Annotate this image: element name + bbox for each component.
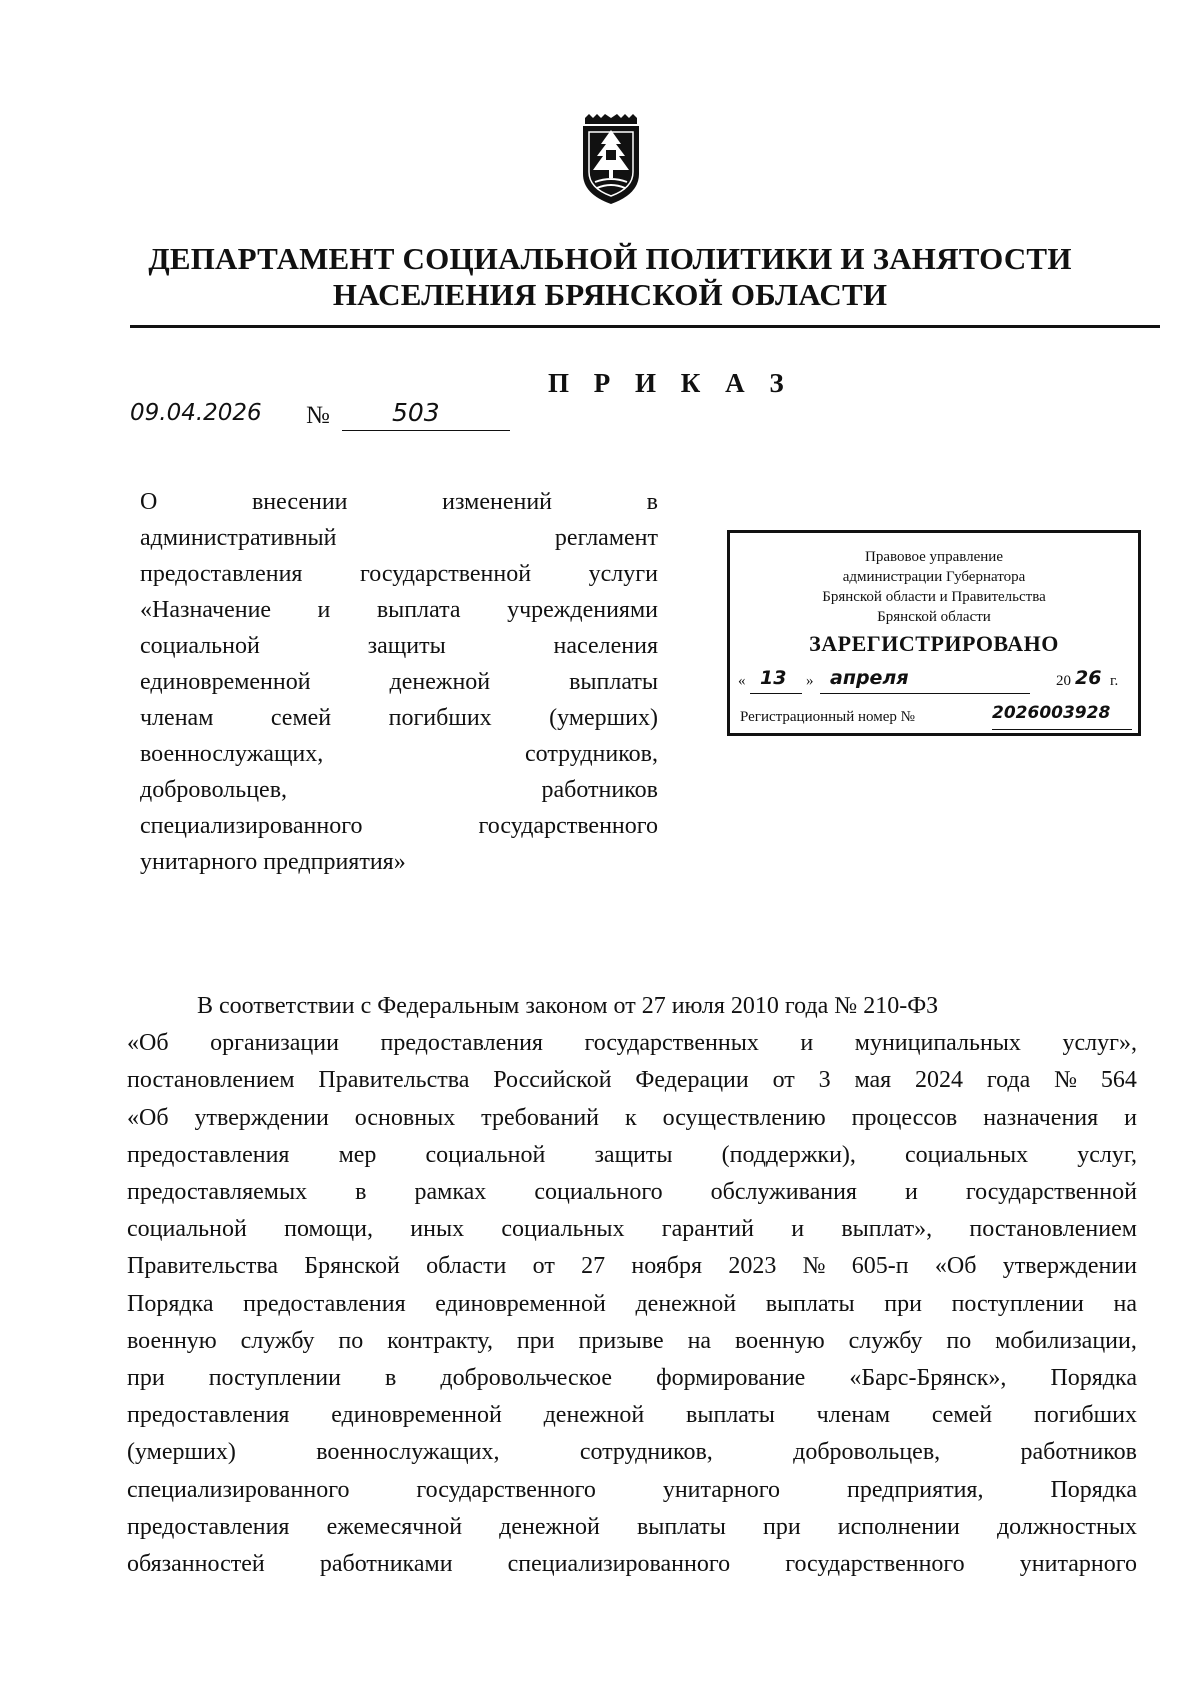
word: внесении	[251, 489, 348, 515]
text-line	[140, 592, 658, 628]
text-line	[127, 1174, 1137, 1211]
word: Правительства	[318, 1067, 470, 1094]
stamp-registered-label: ЗАРЕГИСТРИРОВАНО	[809, 631, 1059, 656]
stamp-quote-open: «	[738, 673, 746, 689]
word: государственного	[785, 1551, 965, 1578]
stamp-quote-close: »	[806, 673, 814, 689]
word: государственного	[416, 1476, 596, 1503]
word: сотрудников,	[579, 1439, 713, 1466]
text-line	[140, 664, 658, 700]
word: от	[532, 1253, 555, 1280]
word: выплаты	[765, 1290, 855, 1317]
word: специализированного	[127, 1476, 350, 1503]
word: выплаты	[636, 1513, 726, 1540]
text-line	[140, 556, 658, 592]
document-number: 503	[392, 398, 440, 427]
stamp-year-mark: г.	[1110, 673, 1119, 689]
word: помощи,	[284, 1216, 373, 1243]
text-line	[140, 808, 658, 844]
word: и	[791, 1216, 805, 1243]
text-line	[127, 1397, 1137, 1434]
word: военную	[127, 1327, 217, 1354]
word: социальных	[905, 1141, 1029, 1168]
word: назначения	[983, 1104, 1099, 1131]
word: денежной	[543, 1402, 645, 1429]
word: муниципальных	[854, 1030, 1021, 1057]
text-line	[127, 1546, 1137, 1583]
word: «Об	[127, 1030, 169, 1057]
text-line	[127, 1286, 1137, 1323]
text-line	[140, 484, 658, 520]
text-line	[140, 772, 658, 808]
stamp-month-line	[820, 693, 1030, 694]
word: социальной	[425, 1141, 546, 1168]
word: формирование	[656, 1365, 806, 1392]
number-sign: №	[306, 402, 330, 429]
word: О	[140, 489, 158, 515]
word: Российской	[493, 1067, 612, 1094]
word: и	[800, 1030, 814, 1057]
stamp-authority-line: Брянской области	[877, 609, 991, 625]
coat-of-arms-icon	[575, 112, 647, 208]
word: населения	[553, 633, 658, 659]
word: специализированного	[140, 813, 363, 839]
word: сотрудников,	[525, 741, 658, 767]
word: услуги	[588, 561, 658, 587]
word: при	[762, 1513, 801, 1540]
word: государственного	[478, 813, 658, 839]
word: предоставления	[243, 1290, 406, 1317]
word: членам	[816, 1402, 891, 1429]
word: услуг»,	[1062, 1030, 1137, 1057]
word: Брянской	[304, 1253, 400, 1280]
stamp-month: апреля	[830, 667, 909, 689]
word: погибших	[388, 705, 492, 731]
word: 3	[818, 1067, 831, 1094]
word: при	[127, 1365, 165, 1392]
word: и	[905, 1179, 918, 1206]
word: утверждении	[1002, 1253, 1137, 1280]
organization-name: ДЕПАРТАМЕНТ СОЦИАЛЬНОЙ ПОЛИТИКИ И ЗАНЯТОСТИ	[148, 241, 1072, 276]
word: 2023	[728, 1253, 777, 1280]
word: добровольцев,	[793, 1439, 941, 1466]
word: Порядка	[1050, 1476, 1137, 1503]
word: добровольцев,	[140, 777, 288, 803]
stamp-year: 26	[1075, 667, 1102, 689]
text-line	[127, 1434, 1137, 1471]
word: поступлении	[208, 1365, 341, 1392]
word: выплат»,	[841, 1216, 933, 1243]
text-line	[127, 1100, 1137, 1137]
word: работников	[1020, 1439, 1137, 1466]
word: работников	[541, 777, 658, 803]
word: социальной	[140, 633, 260, 659]
word: защиты	[594, 1141, 673, 1168]
word: членам	[140, 705, 214, 731]
word: обслуживания	[710, 1179, 857, 1206]
word: (поддержки),	[721, 1141, 856, 1168]
word: Порядка	[1050, 1365, 1137, 1392]
stamp-reg-number: 2026003928	[992, 703, 1111, 723]
word: по	[946, 1327, 972, 1354]
word: социальных	[501, 1216, 625, 1243]
word: рамках	[414, 1179, 487, 1206]
word: призыве	[578, 1327, 664, 1354]
word: в	[385, 1365, 397, 1392]
text-line	[127, 1509, 1137, 1546]
word: организации	[210, 1030, 339, 1057]
word: 605-п	[851, 1253, 909, 1280]
word: должностных	[996, 1513, 1137, 1540]
stamp-authority-line: Правовое управление	[865, 549, 1003, 565]
word: унитарного	[662, 1476, 781, 1503]
document-body	[127, 988, 1137, 1583]
word: государственной	[965, 1179, 1137, 1206]
word: выплаты	[685, 1402, 775, 1429]
text-line	[140, 844, 658, 880]
word: в	[646, 489, 658, 515]
word: услуг,	[1077, 1141, 1137, 1168]
text-line	[127, 1062, 1137, 1099]
word: «Об	[934, 1253, 977, 1280]
word: (умерших)	[127, 1439, 236, 1466]
word: В соответствии с Федеральным законом от 27 июля 2010 года № 210-ФЗ	[197, 993, 939, 1019]
word: единовременной	[140, 669, 311, 695]
word: военную	[734, 1327, 825, 1354]
word: военнослужащих,	[140, 741, 324, 767]
word: мая	[854, 1067, 892, 1094]
text-line	[127, 1137, 1137, 1174]
word: службу	[848, 1327, 923, 1354]
word: «Барс-Брянск»,	[849, 1365, 1007, 1392]
word: социального	[534, 1179, 663, 1206]
word: контракту,	[387, 1327, 494, 1354]
word: постановлением	[127, 1067, 295, 1094]
word: регламент	[554, 525, 658, 551]
word: гарантий	[661, 1216, 754, 1243]
word: 564	[1100, 1067, 1137, 1094]
word: к	[624, 1104, 637, 1131]
word: при	[516, 1327, 555, 1354]
text-line	[127, 1472, 1137, 1509]
word: утверждении	[194, 1104, 329, 1131]
word: исполнении	[837, 1513, 960, 1540]
word: денежной	[635, 1290, 737, 1317]
document-title: П Р И К А З	[548, 368, 793, 398]
word: при	[884, 1290, 922, 1317]
word: (умерших)	[549, 705, 658, 731]
document-date: 09.04.2026	[130, 400, 262, 426]
word: Порядка	[127, 1290, 214, 1317]
word: социальной	[127, 1216, 247, 1243]
word: единовременной	[435, 1290, 606, 1317]
word: в	[355, 1179, 367, 1206]
word: предоставления	[140, 561, 303, 587]
text-line	[140, 736, 658, 772]
word: ежемесячной	[326, 1513, 463, 1540]
header-divider	[130, 325, 1160, 328]
word: денежной	[499, 1513, 600, 1540]
text-line	[127, 1211, 1137, 1248]
word: по	[338, 1327, 364, 1354]
word: службу	[240, 1327, 315, 1354]
word: мобилизации,	[995, 1327, 1137, 1354]
registration-stamp	[727, 530, 1141, 736]
word: унитарного предприятия»	[140, 849, 406, 875]
document-subject	[140, 484, 658, 880]
word: обязанностей	[127, 1551, 265, 1578]
word: предоставления	[380, 1030, 543, 1057]
word: №	[1054, 1067, 1078, 1094]
word: работниками	[319, 1551, 453, 1578]
text-line	[140, 520, 658, 556]
word: 2024	[915, 1067, 963, 1094]
word: выплата	[376, 597, 461, 623]
stamp-day-line	[750, 693, 802, 694]
word: предоставления	[127, 1513, 290, 1540]
word: ноября	[631, 1253, 703, 1280]
word: погибших	[1033, 1402, 1137, 1429]
word: требований	[481, 1104, 600, 1131]
word: денежной	[389, 669, 491, 695]
word: семей	[931, 1402, 993, 1429]
text-line	[127, 1360, 1137, 1397]
text-line	[127, 988, 1137, 1025]
word: специализированного	[507, 1551, 731, 1578]
word: и	[1124, 1104, 1137, 1131]
word: предоставления	[127, 1141, 290, 1168]
word: мер	[338, 1141, 377, 1168]
stamp-year-prefix: 20	[1056, 673, 1071, 689]
word: единовременной	[331, 1402, 502, 1429]
word: военнослужащих,	[316, 1439, 500, 1466]
word: семей	[270, 705, 332, 731]
word: предоставляемых	[127, 1179, 308, 1206]
word: Правительства	[127, 1253, 279, 1280]
word: области	[426, 1253, 507, 1280]
text-line	[140, 628, 658, 664]
stamp-day: 13	[760, 667, 787, 689]
organization-name-continued: НАСЕЛЕНИЯ БРЯНСКОЙ ОБЛАСТИ	[332, 277, 888, 312]
word: на	[1113, 1290, 1137, 1317]
word: добровольческое	[440, 1365, 613, 1392]
text-line	[127, 1025, 1137, 1062]
stamp-authority-line: Брянской области и Правительства	[822, 589, 1046, 605]
word: «Об	[127, 1104, 169, 1131]
text-line	[140, 700, 658, 736]
word: защиты	[367, 633, 446, 659]
word: выплаты	[569, 669, 658, 695]
word: «Назначение	[140, 597, 272, 623]
stamp-reg-number-label: Регистрационный номер №	[740, 709, 915, 725]
word: Федерации	[635, 1067, 749, 1094]
word: предоставления	[127, 1402, 290, 1429]
word: года	[986, 1067, 1031, 1094]
word: на	[687, 1327, 712, 1354]
word: иных	[410, 1216, 465, 1243]
stamp-authority-line: администрации Губернатора	[842, 569, 1026, 585]
word: унитарного	[1019, 1551, 1137, 1578]
word: процессов	[851, 1104, 958, 1131]
word: постановлением	[969, 1216, 1137, 1243]
word: государственных	[584, 1030, 759, 1057]
word: 27	[581, 1253, 606, 1280]
word: изменений	[442, 489, 553, 515]
word: от	[772, 1067, 795, 1094]
word: учреждениями	[507, 597, 658, 623]
stamp-reg-number-line	[992, 729, 1132, 730]
word: административный	[140, 525, 337, 551]
word: №	[802, 1253, 826, 1280]
text-line	[127, 1323, 1137, 1360]
word: поступлении	[951, 1290, 1084, 1317]
word: государственной	[360, 561, 532, 587]
word: основных	[354, 1104, 456, 1131]
number-underline	[342, 430, 510, 431]
word: и	[317, 597, 331, 623]
text-line	[127, 1248, 1137, 1285]
word: осуществлению	[662, 1104, 826, 1131]
word: предприятия,	[846, 1476, 984, 1503]
